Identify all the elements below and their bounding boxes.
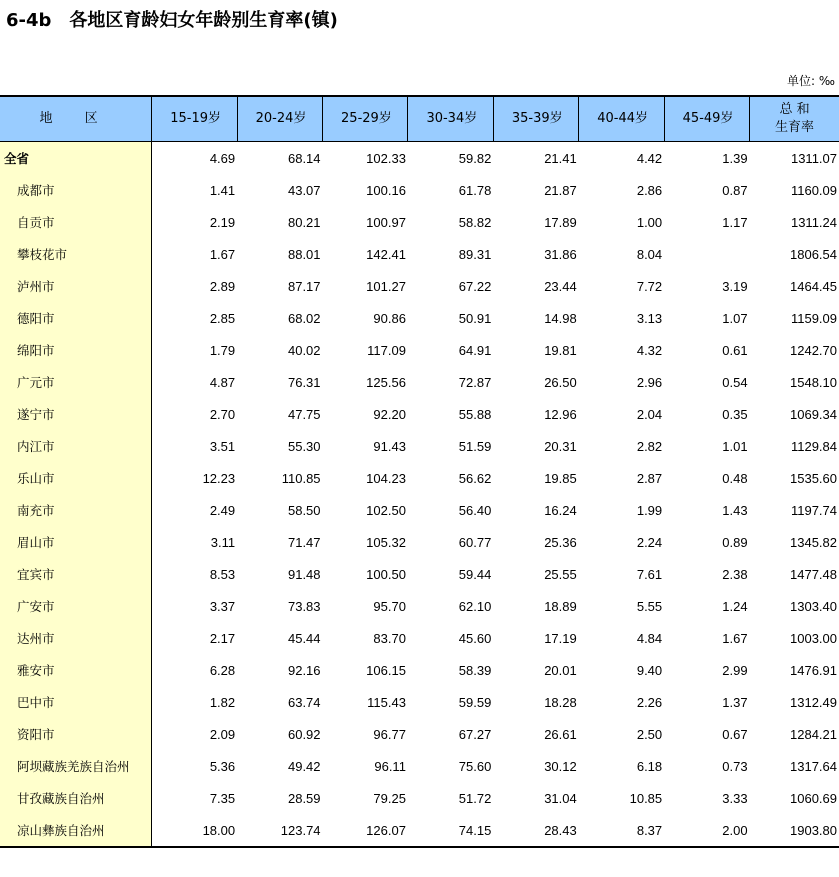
value-cell: 49.42: [287, 758, 321, 774]
value-cell: 64.91: [458, 342, 492, 358]
table-row: [0, 398, 839, 430]
value-cell: 104.23: [366, 470, 406, 486]
value-cell: 59.44: [458, 566, 492, 582]
value-cell: 55.88: [458, 406, 492, 422]
value-cell: 63.74: [287, 694, 321, 710]
value-cell: 21.87: [544, 182, 577, 198]
table-row: [0, 366, 839, 398]
region-cell: 乐山市: [0, 462, 152, 494]
value-cell: 96.11: [374, 758, 406, 774]
value-cell: 1303.40: [790, 598, 837, 614]
value-cell: 17.89: [544, 214, 577, 230]
value-cell: 2.09: [209, 726, 236, 742]
value-cell: 73.83: [287, 598, 321, 614]
value-cell: 91.43: [373, 438, 406, 454]
value-cell: 2.70: [209, 406, 236, 422]
column-header-region: 地 区: [0, 96, 152, 142]
value-cell: 12.23: [202, 470, 236, 486]
value-cell: 2.24: [636, 534, 663, 550]
region-cell: 遂宁市: [0, 398, 152, 430]
region-cell: 南充市: [0, 494, 152, 526]
value-cell: 125.56: [366, 374, 406, 390]
value-cell: 1.43: [722, 502, 748, 518]
value-cell: 3.11: [210, 534, 236, 550]
value-cell: 110.85: [281, 470, 321, 486]
region-cell: 自贡市: [0, 206, 152, 238]
value-cell: 100.97: [366, 214, 406, 230]
header-row: [0, 96, 839, 142]
value-cell: 17.19: [544, 630, 577, 646]
value-cell: 1.99: [636, 502, 663, 518]
table-row: [0, 750, 839, 782]
value-cell: 79.25: [373, 790, 406, 806]
value-cell: 56.62: [458, 470, 492, 486]
value-cell: 0.87: [722, 182, 748, 198]
value-cell: 2.99: [722, 662, 748, 678]
region-cell: 泸州市: [0, 270, 152, 302]
table-row: [0, 654, 839, 686]
region-cell: 达州市: [0, 622, 152, 654]
value-cell: 90.86: [373, 310, 406, 326]
value-cell: 14.98: [544, 310, 577, 326]
value-cell: 18.89: [544, 598, 577, 614]
value-cell: 7.35: [209, 790, 236, 806]
value-cell: 101.27: [366, 278, 406, 294]
value-cell: 123.74: [237, 814, 322, 847]
value-cell: 102.33: [366, 150, 406, 166]
value-cell: 1.37: [722, 694, 748, 710]
value-cell: 5.36: [209, 758, 236, 774]
value-cell: 100.50: [366, 566, 406, 582]
value-cell: 2.49: [209, 502, 236, 518]
value-cell: 1311.24: [790, 214, 837, 230]
region-cell: 成都市: [0, 174, 152, 206]
region-cell: 德阳市: [0, 302, 152, 334]
value-cell: 25.55: [544, 566, 577, 582]
table-row: [0, 334, 839, 366]
unit-label: 单位: ‰: [787, 74, 835, 88]
table-row: [0, 174, 839, 206]
value-cell: 68.02: [287, 310, 321, 326]
region-cell: 攀枝花市: [0, 238, 152, 270]
value-cell: 2.85: [209, 310, 236, 326]
table-row: [0, 270, 839, 302]
value-cell: 30.12: [544, 758, 577, 774]
value-cell: 45.60: [458, 630, 492, 646]
value-cell: 92.20: [373, 406, 406, 422]
value-cell: 0.35: [722, 406, 748, 422]
value-cell: 2.82: [636, 438, 663, 454]
value-cell: 89.31: [458, 246, 492, 262]
value-cell: 47.75: [287, 406, 321, 422]
value-cell: 1242.70: [790, 342, 837, 358]
value-cell: 1464.45: [790, 278, 837, 294]
value-cell: 2.26: [636, 694, 663, 710]
column-header-age: 35-39岁: [493, 96, 578, 142]
value-cell: 7.61: [636, 566, 663, 582]
value-cell: 58.82: [458, 214, 492, 230]
value-cell: 16.24: [544, 502, 577, 518]
value-cell: 1069.34: [790, 406, 837, 422]
value-cell: 0.67: [722, 726, 748, 742]
value-cell: 2.17: [209, 630, 236, 646]
value-cell: 4.42: [636, 150, 663, 166]
value-cell: 1.01: [722, 438, 748, 454]
value-cell: 115.43: [367, 694, 406, 710]
column-header-tfr: 总 和 生育率: [750, 96, 839, 142]
value-cell: 19.85: [544, 470, 577, 486]
value-cell: 74.15: [408, 814, 493, 847]
value-cell: 2.50: [636, 726, 663, 742]
value-cell: 67.27: [458, 726, 492, 742]
column-header-age: 45-49岁: [664, 96, 749, 142]
value-cell: 83.70: [373, 630, 406, 646]
value-cell: 8.53: [209, 566, 236, 582]
value-cell: 126.07: [323, 814, 408, 847]
value-cell: 8.04: [636, 246, 663, 262]
value-cell: 0.73: [722, 758, 748, 774]
value-cell: 50.91: [458, 310, 492, 326]
region-cell: 广安市: [0, 590, 152, 622]
value-cell: 1060.69: [790, 790, 837, 806]
table-row: [0, 814, 839, 847]
value-cell: 142.41: [366, 246, 406, 262]
value-cell: 1.79: [209, 342, 236, 358]
value-cell: 2.38: [722, 566, 748, 582]
value-cell: 20.01: [544, 662, 577, 678]
value-cell: 105.32: [366, 534, 406, 550]
value-cell: 6.28: [209, 662, 236, 678]
value-cell: 2.89: [209, 278, 236, 294]
value-cell: 1284.21: [790, 726, 837, 742]
region-cell: 甘孜藏族自治州: [0, 782, 152, 814]
region-cell: 宜宾市: [0, 558, 152, 590]
column-header-age: 40-44岁: [579, 96, 664, 142]
value-cell: 1311.07: [790, 150, 837, 166]
value-cell: 106.15: [366, 662, 406, 678]
value-cell: 1.67: [209, 246, 236, 262]
region-cell: 巴中市: [0, 686, 152, 718]
value-cell: 75.60: [458, 758, 492, 774]
value-cell: 58.50: [287, 502, 321, 518]
table-row: [0, 462, 839, 494]
value-cell: 19.81: [544, 342, 577, 358]
value-cell: 21.41: [544, 150, 577, 166]
value-cell: 1.67: [722, 630, 748, 646]
value-cell: 1003.00: [790, 630, 837, 646]
value-cell: 26.61: [544, 726, 577, 742]
value-cell: 2.86: [636, 182, 663, 198]
value-cell: 7.72: [636, 278, 663, 294]
table-row: [0, 206, 839, 238]
table-header: [0, 96, 839, 142]
value-cell: 18.00: [152, 814, 237, 847]
value-cell: 31.04: [544, 790, 577, 806]
value-cell: 1317.64: [790, 758, 837, 774]
value-cell: 72.87: [458, 374, 492, 390]
table-row: [0, 430, 839, 462]
value-cell: 3.33: [722, 790, 748, 806]
value-cell: 1129.84: [790, 438, 837, 454]
value-cell: 1.39: [722, 150, 748, 166]
column-header-age: 30-34岁: [408, 96, 493, 142]
region-cell: 内江市: [0, 430, 152, 462]
value-cell: 87.17: [287, 278, 321, 294]
value-cell: 0.61: [722, 342, 748, 358]
value-cell: 60.92: [287, 726, 321, 742]
value-cell: 1535.60: [790, 470, 837, 486]
value-cell: 102.50: [366, 502, 406, 518]
value-cell: 45.44: [287, 630, 321, 646]
value-cell: 4.84: [636, 630, 663, 646]
value-cell: 6.18: [636, 758, 663, 774]
value-cell: 58.39: [458, 662, 492, 678]
table-row: [0, 782, 839, 814]
value-cell: 51.59: [458, 438, 492, 454]
table-row: [0, 686, 839, 718]
value-cell: 1.41: [209, 182, 236, 198]
table-row: [0, 238, 839, 270]
value-cell: 59.59: [458, 694, 492, 710]
value-cell: 92.16: [287, 662, 321, 678]
column-header-age: 15-19岁: [152, 96, 237, 142]
value-cell: 56.40: [458, 502, 492, 518]
value-cell: 68.14: [287, 150, 321, 166]
value-cell: 91.48: [287, 566, 321, 582]
value-cell: 4.69: [209, 150, 236, 166]
value-cell: 28.43: [493, 814, 578, 847]
value-cell: 96.77: [373, 726, 406, 742]
region-cell: 阿坝藏族羌族自治州: [0, 750, 152, 782]
value-cell: 95.70: [373, 598, 406, 614]
region-cell: 全省: [0, 142, 152, 175]
value-cell: 2.19: [209, 214, 236, 230]
value-cell: 1476.91: [790, 662, 837, 678]
value-cell: 40.02: [287, 342, 321, 358]
value-cell: 1159.09: [790, 310, 837, 326]
value-cell: 0.89: [722, 534, 748, 550]
value-cell: 67.22: [458, 278, 492, 294]
value-cell: 3.19: [722, 278, 748, 294]
value-cell: 1.00: [636, 214, 663, 230]
value-cell: 1477.48: [790, 566, 837, 582]
value-cell: 59.82: [458, 150, 492, 166]
value-cell: 1.82: [209, 694, 236, 710]
table-title: 各地区育龄妇女年龄别生育率(镇): [69, 10, 338, 31]
column-header-age: 20-24岁: [237, 96, 322, 142]
region-cell: 凉山彝族自治州: [0, 814, 152, 847]
value-cell: 4.87: [209, 374, 236, 390]
value-cell: 31.86: [544, 246, 577, 262]
value-cell: 23.44: [544, 278, 577, 294]
value-cell: 62.10: [458, 598, 492, 614]
fertility-rate-table: [0, 95, 839, 848]
value-cell: 26.50: [544, 374, 577, 390]
value-cell: 1.24: [722, 598, 748, 614]
table-code: 6-4b: [6, 10, 52, 31]
region-cell: 雅安市: [0, 654, 152, 686]
value-cell: 9.40: [636, 662, 663, 678]
table-row: [0, 622, 839, 654]
value-cell: 51.72: [458, 790, 492, 806]
value-cell: 2.96: [636, 374, 663, 390]
value-cell: 3.37: [209, 598, 236, 614]
region-cell: 广元市: [0, 366, 152, 398]
value-cell: 12.96: [544, 406, 577, 422]
page-title: [6, 6, 338, 32]
table-body: [0, 142, 839, 848]
region-cell: 绵阳市: [0, 334, 152, 366]
table-row: [0, 718, 839, 750]
table-row-province: [0, 142, 839, 175]
value-cell: 1.17: [722, 214, 748, 230]
region-cell: 资阳市: [0, 718, 152, 750]
value-cell: 76.31: [287, 374, 321, 390]
value-cell: 100.16: [366, 182, 406, 198]
value-cell: 71.47: [287, 534, 321, 550]
table-row: [0, 558, 839, 590]
value-cell: 1312.49: [790, 694, 837, 710]
value-cell: 1.07: [722, 310, 748, 326]
value-cell: 3.13: [636, 310, 663, 326]
column-header-age: 25-29岁: [323, 96, 408, 142]
value-cell: 1197.74: [790, 502, 837, 518]
value-cell: 5.55: [636, 598, 663, 614]
value-cell: 80.21: [287, 214, 321, 230]
value-cell: 60.77: [458, 534, 492, 550]
table-row: [0, 494, 839, 526]
value-cell: 1345.82: [790, 534, 837, 550]
value-cell: 88.01: [287, 246, 321, 262]
value-cell: 0.54: [722, 374, 748, 390]
value-cell: 43.07: [287, 182, 321, 198]
value-cell: 61.78: [458, 182, 492, 198]
region-cell: 眉山市: [0, 526, 152, 558]
value-cell: 18.28: [544, 694, 577, 710]
value-cell: 0.48: [722, 470, 748, 486]
value-cell: 28.59: [287, 790, 321, 806]
value-cell: 8.37: [579, 814, 664, 847]
value-cell: 10.85: [629, 790, 663, 806]
value-cell: 1548.10: [790, 374, 837, 390]
value-cell: 20.31: [544, 438, 577, 454]
value-cell: 2.04: [636, 406, 663, 422]
value-cell: 25.36: [544, 534, 577, 550]
value-cell: 2.87: [636, 470, 663, 486]
value-cell: 117.09: [367, 342, 406, 358]
value-cell: 1903.80: [750, 814, 839, 847]
table-row: [0, 302, 839, 334]
value-cell: 3.51: [209, 438, 236, 454]
value-cell: 1806.54: [790, 246, 837, 262]
value-cell: 55.30: [287, 438, 321, 454]
value-cell: 2.00: [664, 814, 749, 847]
value-cell: 4.32: [636, 342, 663, 358]
value-cell: [664, 238, 749, 270]
value-cell: 1160.09: [790, 182, 837, 198]
table-row: [0, 590, 839, 622]
table-row: [0, 526, 839, 558]
